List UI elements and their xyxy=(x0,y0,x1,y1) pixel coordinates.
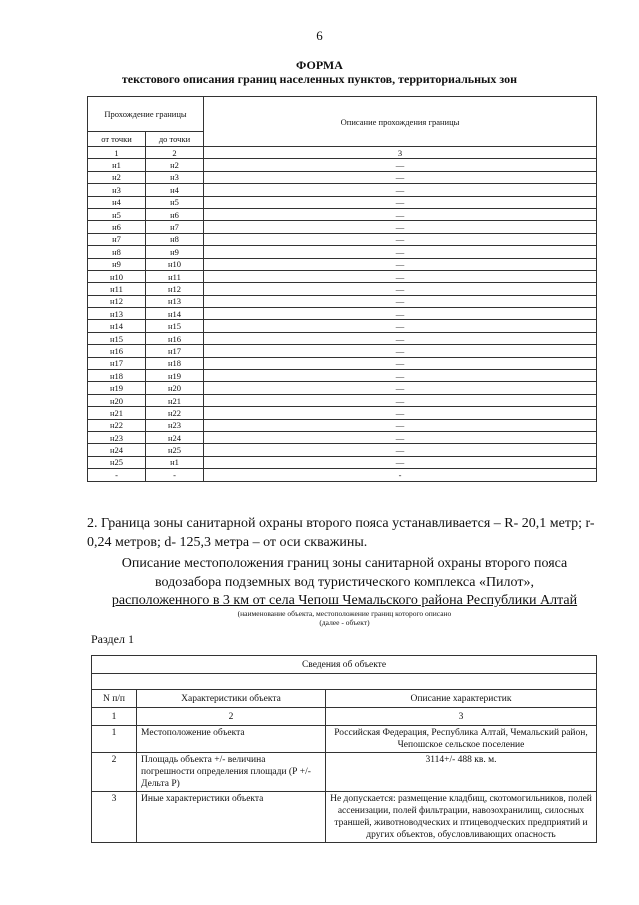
description-line: водозабора подземных вод туристического комплекса «Пилот», xyxy=(155,575,534,590)
boundary-description: — xyxy=(204,345,597,357)
from-point: н16 xyxy=(88,345,146,357)
table-row xyxy=(88,370,597,382)
boundary-description: — xyxy=(204,184,597,196)
boundary-description: — xyxy=(204,394,597,406)
to-point: н6 xyxy=(146,208,204,220)
boundary-description: — xyxy=(204,444,597,456)
table-row xyxy=(88,407,597,419)
boundary-table-body xyxy=(88,147,597,482)
from-point: н17 xyxy=(88,357,146,369)
to-point: н13 xyxy=(146,295,204,307)
boundary-description: — xyxy=(204,320,597,332)
characteristic-description: Российская Федерация, Республика Алтай, Чемальский район, Чепошское сельское поселение xyxy=(326,726,597,753)
page-number: 6 xyxy=(316,28,323,43)
to-point: н11 xyxy=(146,270,204,282)
from-point: - xyxy=(88,469,146,481)
boundary-description: - xyxy=(204,469,597,481)
from-point: н11 xyxy=(88,283,146,295)
from-point: н15 xyxy=(88,332,146,344)
boundary-description: — xyxy=(204,308,597,320)
header-from-point: от точки xyxy=(88,132,146,147)
table-row xyxy=(88,308,597,320)
table-row xyxy=(88,283,597,295)
boundary-description: — xyxy=(204,419,597,431)
from-point: н6 xyxy=(88,221,146,233)
boundary-description: — xyxy=(204,159,597,171)
boundary-description: — xyxy=(204,270,597,282)
boundary-description: — xyxy=(204,283,597,295)
boundary-description: — xyxy=(204,295,597,307)
column-number: 3 xyxy=(326,708,597,726)
table-row xyxy=(88,394,597,406)
table-row xyxy=(92,792,597,843)
table-row xyxy=(88,258,597,270)
boundary-description: — xyxy=(204,208,597,220)
boundary-description: — xyxy=(204,233,597,245)
header-number: N п/п xyxy=(92,690,137,708)
description-line: Описание местоположения границ зоны санитарной охраны второго пояса xyxy=(121,556,568,571)
from-point: н10 xyxy=(88,270,146,282)
table-row xyxy=(88,246,597,258)
object-table-body xyxy=(92,726,597,843)
table-row xyxy=(88,295,597,307)
table-row xyxy=(88,332,597,344)
boundary-description: — xyxy=(204,382,597,394)
table-row xyxy=(88,357,597,369)
to-point: н12 xyxy=(146,283,204,295)
to-point: н17 xyxy=(146,345,204,357)
boundary-description: — xyxy=(204,258,597,270)
header-boundary-group: Прохождение границы xyxy=(88,97,204,132)
object-table xyxy=(91,655,597,843)
table-row xyxy=(88,221,597,233)
from-point: н23 xyxy=(88,431,146,443)
from-point: н13 xyxy=(88,308,146,320)
from-point: н19 xyxy=(88,382,146,394)
boundary-description: — xyxy=(204,456,597,468)
object-characteristic: Площадь объекта +/- величина погрешности определения площади (Р +/- Дельта Р) xyxy=(137,753,326,792)
from-point: н12 xyxy=(88,295,146,307)
from-point: н14 xyxy=(88,320,146,332)
boundary-description: — xyxy=(204,246,597,258)
boundary-description: — xyxy=(204,332,597,344)
from-point: н8 xyxy=(88,246,146,258)
to-point: н2 xyxy=(146,159,204,171)
boundary-description: — xyxy=(204,357,597,369)
to-point: н7 xyxy=(146,221,204,233)
to-point: н4 xyxy=(146,184,204,196)
description-line: расположенного в 3 км от села Чепош Чемальского района Республики Алтай xyxy=(111,593,578,608)
object-characteristic: Иные характеристики объекта xyxy=(137,792,326,843)
to-point: - xyxy=(146,469,204,481)
to-point: н8 xyxy=(146,233,204,245)
table-row xyxy=(88,444,597,456)
object-note: (далее - объект) xyxy=(319,618,370,627)
table-row xyxy=(88,469,597,481)
column-number: 1 xyxy=(92,708,137,726)
to-point: н1 xyxy=(146,456,204,468)
to-point: н22 xyxy=(146,407,204,419)
column-number: 3 xyxy=(204,147,597,159)
from-point: н21 xyxy=(88,407,146,419)
boundary-table xyxy=(87,96,597,482)
object-characteristic: Местоположение объекта xyxy=(137,726,326,753)
table-row xyxy=(88,171,597,183)
from-point: н4 xyxy=(88,196,146,208)
row-number: 3 xyxy=(92,792,137,843)
header-description: Описание характеристик xyxy=(326,690,597,708)
to-point: н10 xyxy=(146,258,204,270)
to-point: н18 xyxy=(146,357,204,369)
header-boundary-description: Описание прохождения границы xyxy=(204,97,597,147)
from-point: н9 xyxy=(88,258,146,270)
from-point: н5 xyxy=(88,208,146,220)
row-number: 1 xyxy=(92,726,137,753)
table-row xyxy=(88,320,597,332)
boundary-description: — xyxy=(204,370,597,382)
from-point: н24 xyxy=(88,444,146,456)
table-row xyxy=(92,753,597,792)
table-row xyxy=(88,233,597,245)
to-point: н3 xyxy=(146,171,204,183)
from-point: н25 xyxy=(88,456,146,468)
boundary-description: — xyxy=(204,407,597,419)
to-point: н5 xyxy=(146,196,204,208)
to-point: н15 xyxy=(146,320,204,332)
to-point: н16 xyxy=(146,332,204,344)
form-title: ФОРМА xyxy=(296,58,343,72)
from-point: н20 xyxy=(88,394,146,406)
to-point: н14 xyxy=(146,308,204,320)
object-note: (наименование объекта, местоположение границ которого описано xyxy=(237,609,452,618)
table-row xyxy=(88,196,597,208)
from-point: н1 xyxy=(88,159,146,171)
to-point: н25 xyxy=(146,444,204,456)
form-subtitle: текстового описания границ населенных пунктов, территориальных зон xyxy=(121,72,518,86)
from-point: н22 xyxy=(88,419,146,431)
table-spacer xyxy=(92,674,597,690)
table-row xyxy=(88,345,597,357)
to-point: н19 xyxy=(146,370,204,382)
row-number: 2 xyxy=(92,753,137,792)
table-row xyxy=(92,726,597,753)
object-table-title: Сведения об объекте xyxy=(92,656,597,674)
to-point: н20 xyxy=(146,382,204,394)
table-row xyxy=(88,456,597,468)
from-point: н18 xyxy=(88,370,146,382)
column-number: 2 xyxy=(137,708,326,726)
table-row xyxy=(88,208,597,220)
table-row xyxy=(88,270,597,282)
column-number: 1 xyxy=(88,147,146,159)
from-point: н7 xyxy=(88,233,146,245)
table-row xyxy=(88,431,597,443)
boundary-description: — xyxy=(204,171,597,183)
table-row xyxy=(88,382,597,394)
from-point: н3 xyxy=(88,184,146,196)
characteristic-description: Не допускается: размещение кладбищ, скотомогильников, полей ассенизации, полей фильтрации, навозохранилищ, силосных траншей, животноводческих и птицеводческих предприятий и других объектов, обусловливающих опасность xyxy=(326,792,597,843)
table-row xyxy=(88,184,597,196)
boundary-description: — xyxy=(204,221,597,233)
to-point: н21 xyxy=(146,394,204,406)
characteristic-description: 3114+/- 488 кв. м. xyxy=(326,753,597,792)
header-characteristic: Характеристики объекта xyxy=(137,690,326,708)
to-point: н9 xyxy=(146,246,204,258)
to-point: н24 xyxy=(146,431,204,443)
section-label: Раздел 1 xyxy=(91,632,134,646)
boundary-description: — xyxy=(204,196,597,208)
table-row xyxy=(88,419,597,431)
from-point: н2 xyxy=(88,171,146,183)
table-row xyxy=(88,159,597,171)
column-number: 2 xyxy=(146,147,204,159)
header-to-point: до точки xyxy=(146,132,204,147)
paragraph-2: 2. Граница зоны санитарной охраны второго пояса устанавливается – R- 20,1 метр; r- 0,24 метров; d- 125,3 метра – от оси скважины. xyxy=(87,516,595,550)
boundary-description: — xyxy=(204,431,597,443)
to-point: н23 xyxy=(146,419,204,431)
